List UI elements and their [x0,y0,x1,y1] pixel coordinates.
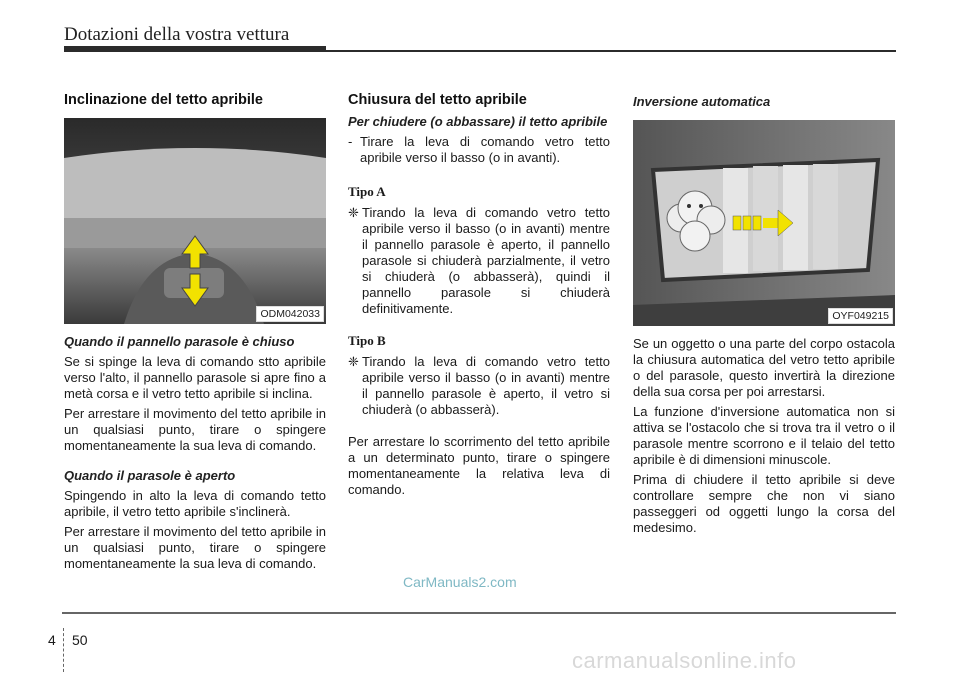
page-chapter-number: 4 [48,632,56,648]
subheading-to-close: Per chiudere (o abbassare) il tetto apribile [348,114,608,129]
figure-sunroof-switch [64,118,326,324]
section-heading-tilt: Inclinazione del tetto apribile [64,92,263,108]
figure-auto-reverse [633,120,895,326]
type-b-text: Tirando la leva di comando vetro tetto apribile verso il basso (o in avanti) mentre il pannello parasole è aperto, il vetro si chiuderà (o abbasserà). [362,354,610,417]
paragraph: Spingendo in alto la leva di comando tetto apribile, il vetro tetto apribile s'inclinerà. [64,488,326,519]
dash-item-text: Tirare la leva di comando vetro tetto apribile verso il basso (o in avanti). [360,134,610,165]
type-a-note [348,205,610,317]
auto-reverse-illustration [633,120,895,326]
figure-code: ODM042033 [256,306,324,322]
header-rule-thin [326,50,896,52]
sunroof-switch-illustration [64,118,326,324]
type-b-label: Tipo B [348,333,386,348]
dash-list-item [348,134,610,166]
column-middle [348,92,610,502]
type-a-label: Tipo A [348,184,386,199]
header-rule-thick [64,46,326,52]
footer-rule [62,612,896,614]
paragraph: Se si spinge la leva di comando stto apribile verso l'alto, il pannello parasole si apre fino a metà corsa e il vetro tetto apribile si inclina. [64,354,326,401]
paragraph: Per arrestare il movimento del tetto apribile in un qualsiasi punto, tirare o spingere momentaneamente la sua leva di comando. [64,406,326,453]
type-a-text: Tirando la leva di comando vetro tetto apribile verso il basso (o in avanti) mentre il pannello parasole è aperto, il pannello parasole si chiuderà parzialmente, il vetro si chiuderà (o abbasserà), quindi il pannello parasole si chiuderà definitivamente. [362,205,610,316]
figure-code: OYF049215 [828,308,893,324]
column-right [633,92,895,540]
page-header-title: Dotazioni della vostra vettura [64,24,290,45]
paragraph: Per arrestare lo scorrimento del tetto apribile a un determinato punto, tirare o spingere momentaneamente la relativa leva di comando. [348,434,610,497]
footer-site-watermark: carmanualsonline.info [572,648,797,673]
subheading-auto-reverse: Inversione automatica [633,94,771,109]
paragraph: Se un oggetto o una parte del corpo ostacola la chiusura automatica del vetro tetto apribile o del parasole, questo invertirà la direzione della sua corsa per poi arrestarsi. [633,336,895,399]
note-bullet-icon: ❈ [348,205,359,220]
note-bullet-icon: ❈ [348,354,359,369]
page-number: 50 [72,632,88,648]
paragraph: Per arrestare il movimento del tetto apribile in un qualsiasi punto, tirare o spingere momentaneamente la sua leva di comando. [64,524,326,571]
paragraph: Prima di chiudere il tetto apribile si deve controllare sempre che non vi siano passeggeri od oggetti lungo la corsa del medesimo. [633,472,895,535]
type-b-note [348,354,610,418]
subheading-shade-closed: Quando il pannello parasole è chiuso [64,334,295,349]
watermark-link[interactable]: CarManuals2.com [403,574,517,590]
paragraph: La funzione d'inversione automatica non si attiva se l'ostacolo che si trova tra il vetro o il parasole mentre scorrono e il telaio del tetto apribile è di dimensioni minuscole. [633,404,895,467]
dash-mark: - [348,134,353,149]
page-number-divider [63,628,64,672]
column-left [64,92,326,576]
section-heading-closing: Chiusura del tetto apribile [348,92,527,108]
subheading-shade-open: Quando il parasole è aperto [64,468,236,483]
